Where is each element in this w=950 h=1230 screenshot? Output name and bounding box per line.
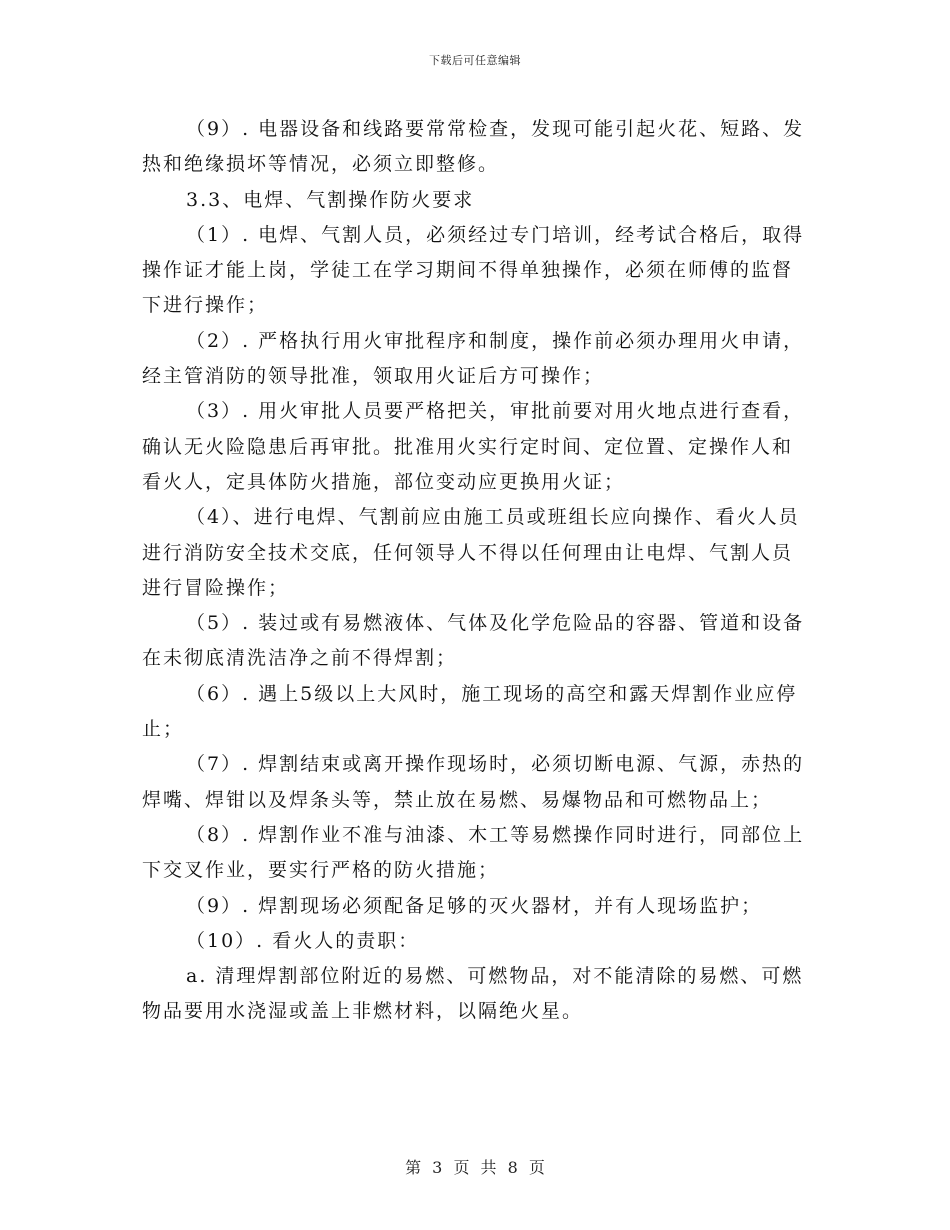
page-number-footer: 第 3 页 共 8 页 — [405, 1158, 545, 1177]
paragraph: （8）. 焊割作业不准与油漆、木工等易燃操作同时进行，同部位上下交叉作业，要实行严格的防火措施； — [142, 823, 805, 882]
paragraph: （9）. 焊割现场必须配备足够的灭火器材，并有人现场监护； — [186, 894, 763, 917]
paragraph: （3）. 用火审批人员要严格把关，审批前要对用火地点进行查看，确认无火险隐患后再审批。批准用火实行定时间、定位置、定操作人和看火人，定具体防火措施，部位变动应更换用火证； — [142, 400, 805, 493]
paragraph: （10）. 看火人的责职： — [186, 929, 420, 952]
paragraph: a. 清理焊割部位附近的易燃、可燃物品，对不能清除的易燃、可燃物品要用水浇湿或盖上非燃材料，以隔绝火星。 — [142, 965, 804, 1023]
paragraph: （9）. 电器设备和线路要常常检查，发现可能引起火花、短路、发热和绝缘损坏等情况，必须立即整修。 — [142, 118, 805, 176]
paragraph: （5）. 装过或有易燃液体、气体及化学危险品的容器、管道和设备在未彻底清洗洁净之前不得焊割； — [142, 612, 805, 670]
section-heading: 3.3、电焊、气割操作防火要求 — [186, 188, 475, 211]
paragraph: （2）. 严格执行用火审批程序和制度，操作前必须办理用火申请，经主管消防的领导批准，领取用火证后方可操作； — [142, 329, 805, 388]
document-body — [142, 112, 812, 1030]
paragraph: （7）. 焊割结束或离开操作现场时，必须切断电源、气源，赤热的焊嘴、焊钳以及焊条头等，禁止放在易燃、易爆物品和可燃物品上； — [142, 753, 805, 811]
paragraph: （4）、进行电焊、气割前应由施工员或班组长应向操作、看火人员进行消防安全技术交底，任何领导人不得以任何理由让电焊、气割人员进行冒险操作； — [142, 506, 800, 599]
paragraph: （6）. 遇上5级以上大风时，施工现场的高空和露天焊割作业应停止； — [142, 682, 798, 741]
paragraph: （1）. 电焊、气割人员，必须经过专门培训，经考试合格后，取得操作证才能上岗，学徒工在学习期间不得单独操作，必须在师傅的监督下进行操作； — [142, 223, 805, 317]
page-header: 下载后可任意编辑 — [429, 54, 521, 67]
